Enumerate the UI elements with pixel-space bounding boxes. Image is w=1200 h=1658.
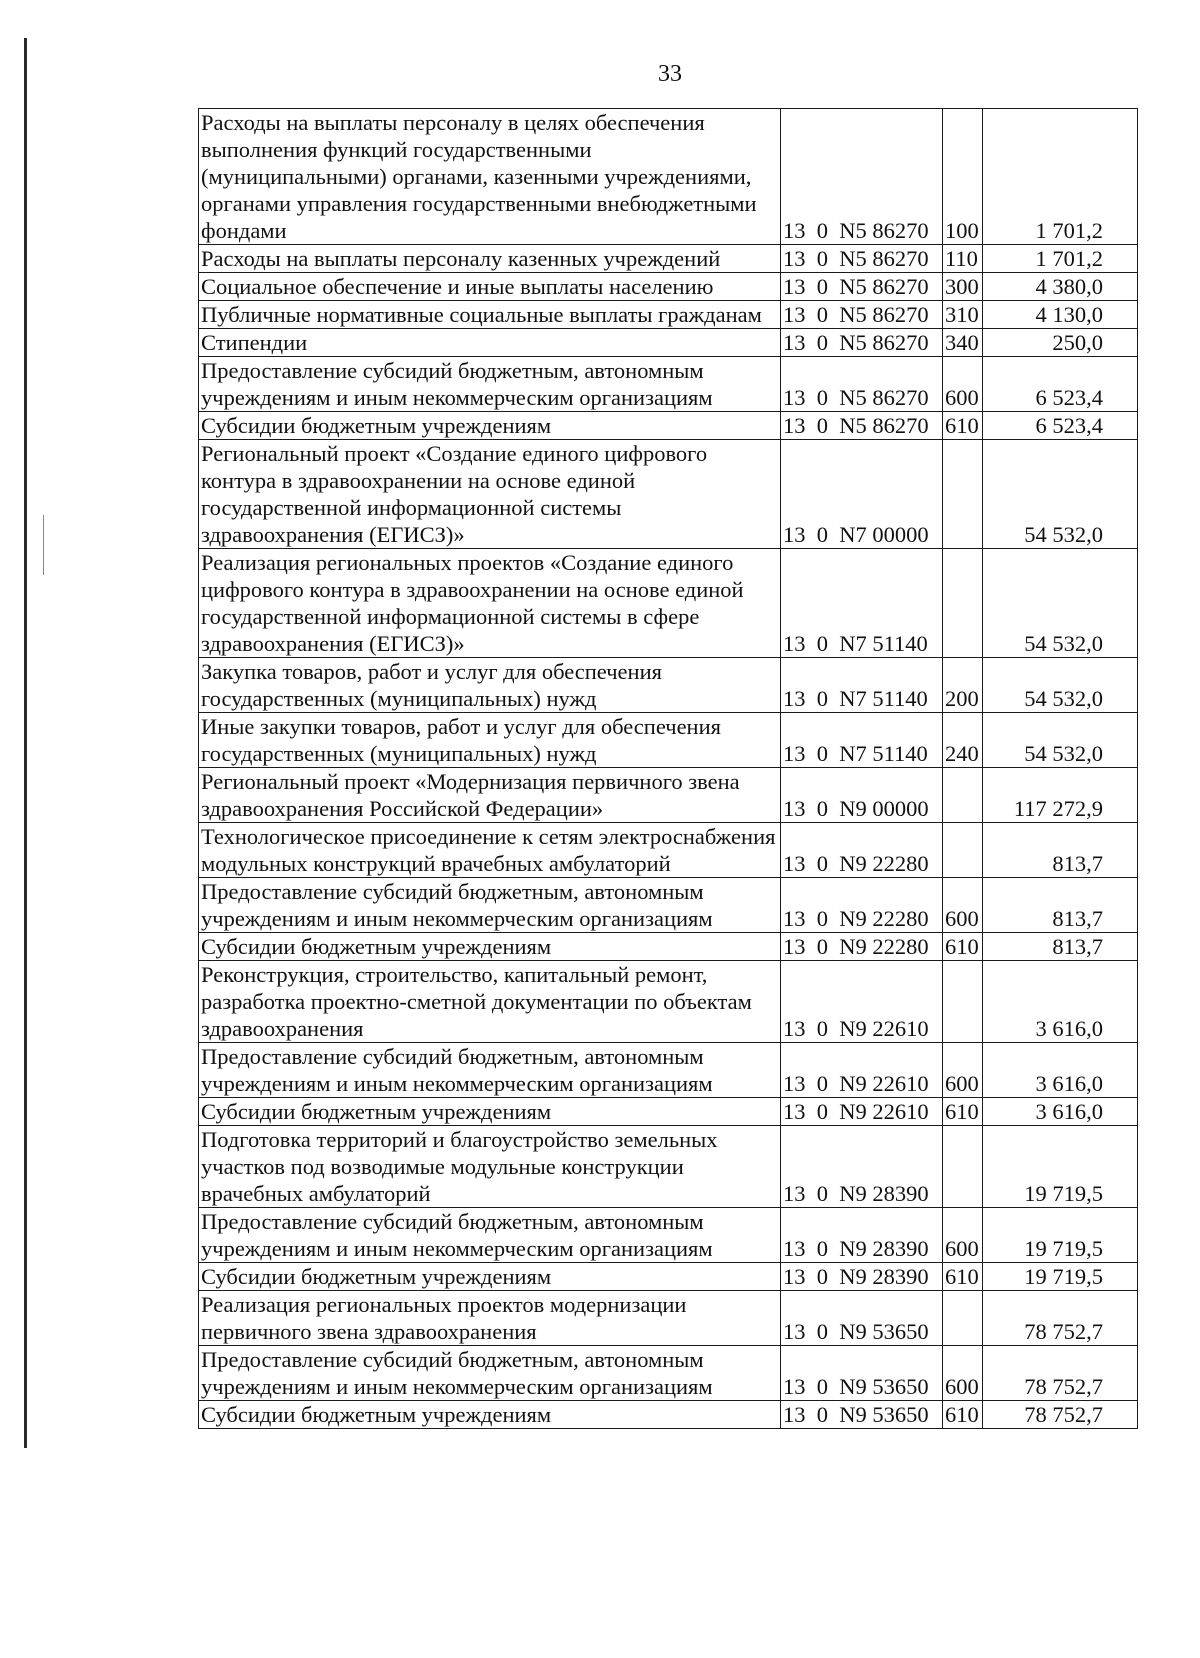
row-code-cell: 13 0 N5 86270 <box>781 301 943 329</box>
row-amount-cell: 19 719,5 <box>983 1208 1138 1263</box>
row-name-cell: Расходы на выплаты персоналу в целях обеспечения выполнения функций государственными (муниципальными) органами, казенными учреждениями, органами управления государственными внебюджетными фондами <box>199 109 781 245</box>
table-row <box>199 878 1138 933</box>
row-expense-type-cell: 600 <box>943 1043 983 1098</box>
row-amount-cell: 1 701,2 <box>983 245 1138 273</box>
table-row <box>199 357 1138 412</box>
table-row <box>199 1346 1138 1401</box>
row-expense-type-cell <box>943 1291 983 1346</box>
table-row <box>199 1208 1138 1263</box>
table-row <box>199 440 1138 549</box>
row-name-cell: Предоставление субсидий бюджетным, автономным учреждениям и иным некоммерческим организациям <box>199 357 781 412</box>
row-amount-cell: 4 380,0 <box>983 273 1138 301</box>
row-expense-type-cell <box>943 549 983 658</box>
row-name-cell: Расходы на выплаты персоналу казенных учреждений <box>199 245 781 273</box>
row-expense-type-cell: 310 <box>943 301 983 329</box>
row-code-cell: 13 0 N5 86270 <box>781 109 943 245</box>
row-expense-type-cell <box>943 768 983 823</box>
row-code-cell: 13 0 N7 51140 <box>781 713 943 768</box>
row-code-cell: 13 0 N9 22610 <box>781 961 943 1043</box>
row-name-cell: Субсидии бюджетным учреждениям <box>199 1098 781 1126</box>
row-code-cell: 13 0 N9 28390 <box>781 1263 943 1291</box>
row-code-cell: 13 0 N9 00000 <box>781 768 943 823</box>
row-code-cell: 13 0 N9 53650 <box>781 1346 943 1401</box>
table-row <box>199 329 1138 357</box>
table-row <box>199 713 1138 768</box>
row-expense-type-cell: 340 <box>943 329 983 357</box>
row-name-cell: Предоставление субсидий бюджетным, автономным учреждениям и иным некоммерческим организациям <box>199 878 781 933</box>
row-name-cell: Закупка товаров, работ и услуг для обеспечения государственных (муниципальных) нужд <box>199 658 781 713</box>
table-row <box>199 245 1138 273</box>
row-amount-cell: 78 752,7 <box>983 1346 1138 1401</box>
row-expense-type-cell: 600 <box>943 878 983 933</box>
row-expense-type-cell: 200 <box>943 658 983 713</box>
row-name-cell: Субсидии бюджетным учреждениям <box>199 1263 781 1291</box>
table-row <box>199 961 1138 1043</box>
row-name-cell: Предоставление субсидий бюджетным, автономным учреждениям и иным некоммерческим организациям <box>199 1208 781 1263</box>
table-row <box>199 823 1138 878</box>
row-expense-type-cell: 610 <box>943 1401 983 1429</box>
table-row <box>199 658 1138 713</box>
row-amount-cell: 3 616,0 <box>983 961 1138 1043</box>
table-row <box>199 1401 1138 1429</box>
table-row <box>199 1098 1138 1126</box>
row-name-cell: Региональный проект «Модернизация первичного звена здравоохранения Российской Федерации» <box>199 768 781 823</box>
row-expense-type-cell <box>943 823 983 878</box>
row-name-cell: Предоставление субсидий бюджетным, автономным учреждениям и иным некоммерческим организациям <box>199 1346 781 1401</box>
margin-scan-mark <box>43 515 44 575</box>
row-amount-cell: 813,7 <box>983 878 1138 933</box>
row-expense-type-cell: 610 <box>943 1098 983 1126</box>
row-amount-cell: 78 752,7 <box>983 1401 1138 1429</box>
row-amount-cell: 4 130,0 <box>983 301 1138 329</box>
budget-table-body <box>199 109 1138 1429</box>
row-expense-type-cell: 100 <box>943 109 983 245</box>
row-expense-type-cell: 600 <box>943 1208 983 1263</box>
row-name-cell: Реконструкция, строительство, капитальный ремонт, разработка проектно-сметной документации по объектам здравоохранения <box>199 961 781 1043</box>
row-amount-cell: 250,0 <box>983 329 1138 357</box>
row-expense-type-cell <box>943 1126 983 1208</box>
row-code-cell: 13 0 N9 22280 <box>781 878 943 933</box>
row-name-cell: Субсидии бюджетным учреждениям <box>199 1401 781 1429</box>
row-amount-cell: 6 523,4 <box>983 357 1138 412</box>
row-code-cell: 13 0 N7 51140 <box>781 549 943 658</box>
table-row <box>199 412 1138 440</box>
row-code-cell: 13 0 N7 00000 <box>781 440 943 549</box>
row-expense-type-cell: 610 <box>943 933 983 961</box>
row-code-cell: 13 0 N9 22610 <box>781 1098 943 1126</box>
row-expense-type-cell: 610 <box>943 1263 983 1291</box>
row-code-cell: 13 0 N5 86270 <box>781 412 943 440</box>
row-expense-type-cell: 610 <box>943 412 983 440</box>
row-name-cell: Иные закупки товаров, работ и услуг для обеспечения государственных (муниципальных) нужд <box>199 713 781 768</box>
row-name-cell: Публичные нормативные социальные выплаты гражданам <box>199 301 781 329</box>
table-row <box>199 933 1138 961</box>
row-code-cell: 13 0 N5 86270 <box>781 273 943 301</box>
row-amount-cell: 19 719,5 <box>983 1126 1138 1208</box>
row-amount-cell: 54 532,0 <box>983 440 1138 549</box>
row-amount-cell: 54 532,0 <box>983 549 1138 658</box>
table-row <box>199 273 1138 301</box>
row-name-cell: Подготовка территорий и благоустройство земельных участков под возводимые модульные конструкции врачебных амбулаторий <box>199 1126 781 1208</box>
row-amount-cell: 54 532,0 <box>983 658 1138 713</box>
table-row <box>199 1291 1138 1346</box>
budget-table <box>198 108 1138 1429</box>
row-amount-cell: 3 616,0 <box>983 1043 1138 1098</box>
row-amount-cell: 78 752,7 <box>983 1291 1138 1346</box>
row-name-cell: Реализация региональных проектов модернизации первичного звена здравоохранения <box>199 1291 781 1346</box>
row-code-cell: 13 0 N5 86270 <box>781 245 943 273</box>
row-code-cell: 13 0 N5 86270 <box>781 357 943 412</box>
row-code-cell: 13 0 N9 22280 <box>781 933 943 961</box>
row-amount-cell: 3 616,0 <box>983 1098 1138 1126</box>
row-name-cell: Реализация региональных проектов «Создание единого цифрового контура в здравоохранении на основе единой государственной информационной системы в сфере здравоохранения (ЕГИСЗ)» <box>199 549 781 658</box>
row-amount-cell: 813,7 <box>983 823 1138 878</box>
row-name-cell: Предоставление субсидий бюджетным, автономным учреждениям и иным некоммерческим организациям <box>199 1043 781 1098</box>
page-number: 33 <box>658 61 682 87</box>
table-row <box>199 549 1138 658</box>
row-amount-cell: 54 532,0 <box>983 713 1138 768</box>
table-row <box>199 768 1138 823</box>
row-expense-type-cell <box>943 961 983 1043</box>
row-expense-type-cell <box>943 440 983 549</box>
table-row <box>199 1043 1138 1098</box>
left-margin-line <box>24 38 27 1448</box>
row-code-cell: 13 0 N5 86270 <box>781 329 943 357</box>
row-amount-cell: 117 272,9 <box>983 768 1138 823</box>
row-amount-cell: 1 701,2 <box>983 109 1138 245</box>
row-expense-type-cell: 300 <box>943 273 983 301</box>
row-name-cell: Субсидии бюджетным учреждениям <box>199 933 781 961</box>
table-row <box>199 109 1138 245</box>
row-name-cell: Региональный проект «Создание единого цифрового контура в здравоохранении на основе единой государственной информационной системы здравоохранения (ЕГИСЗ)» <box>199 440 781 549</box>
row-amount-cell: 19 719,5 <box>983 1263 1138 1291</box>
row-code-cell: 13 0 N9 22280 <box>781 823 943 878</box>
row-name-cell: Технологическое присоединение к сетям электроснабжения модульных конструкций врачебных амбулаторий <box>199 823 781 878</box>
row-name-cell: Стипендии <box>199 329 781 357</box>
row-code-cell: 13 0 N9 28390 <box>781 1126 943 1208</box>
row-amount-cell: 813,7 <box>983 933 1138 961</box>
row-code-cell: 13 0 N9 53650 <box>781 1291 943 1346</box>
table-row <box>199 301 1138 329</box>
row-amount-cell: 6 523,4 <box>983 412 1138 440</box>
row-code-cell: 13 0 N7 51140 <box>781 658 943 713</box>
row-name-cell: Социальное обеспечение и иные выплаты населению <box>199 273 781 301</box>
row-expense-type-cell: 110 <box>943 245 983 273</box>
row-expense-type-cell: 240 <box>943 713 983 768</box>
row-code-cell: 13 0 N9 53650 <box>781 1401 943 1429</box>
row-code-cell: 13 0 N9 22610 <box>781 1043 943 1098</box>
row-expense-type-cell: 600 <box>943 357 983 412</box>
row-expense-type-cell: 600 <box>943 1346 983 1401</box>
row-code-cell: 13 0 N9 28390 <box>781 1208 943 1263</box>
row-name-cell: Субсидии бюджетным учреждениям <box>199 412 781 440</box>
table-row <box>199 1126 1138 1208</box>
table-row <box>199 1263 1138 1291</box>
